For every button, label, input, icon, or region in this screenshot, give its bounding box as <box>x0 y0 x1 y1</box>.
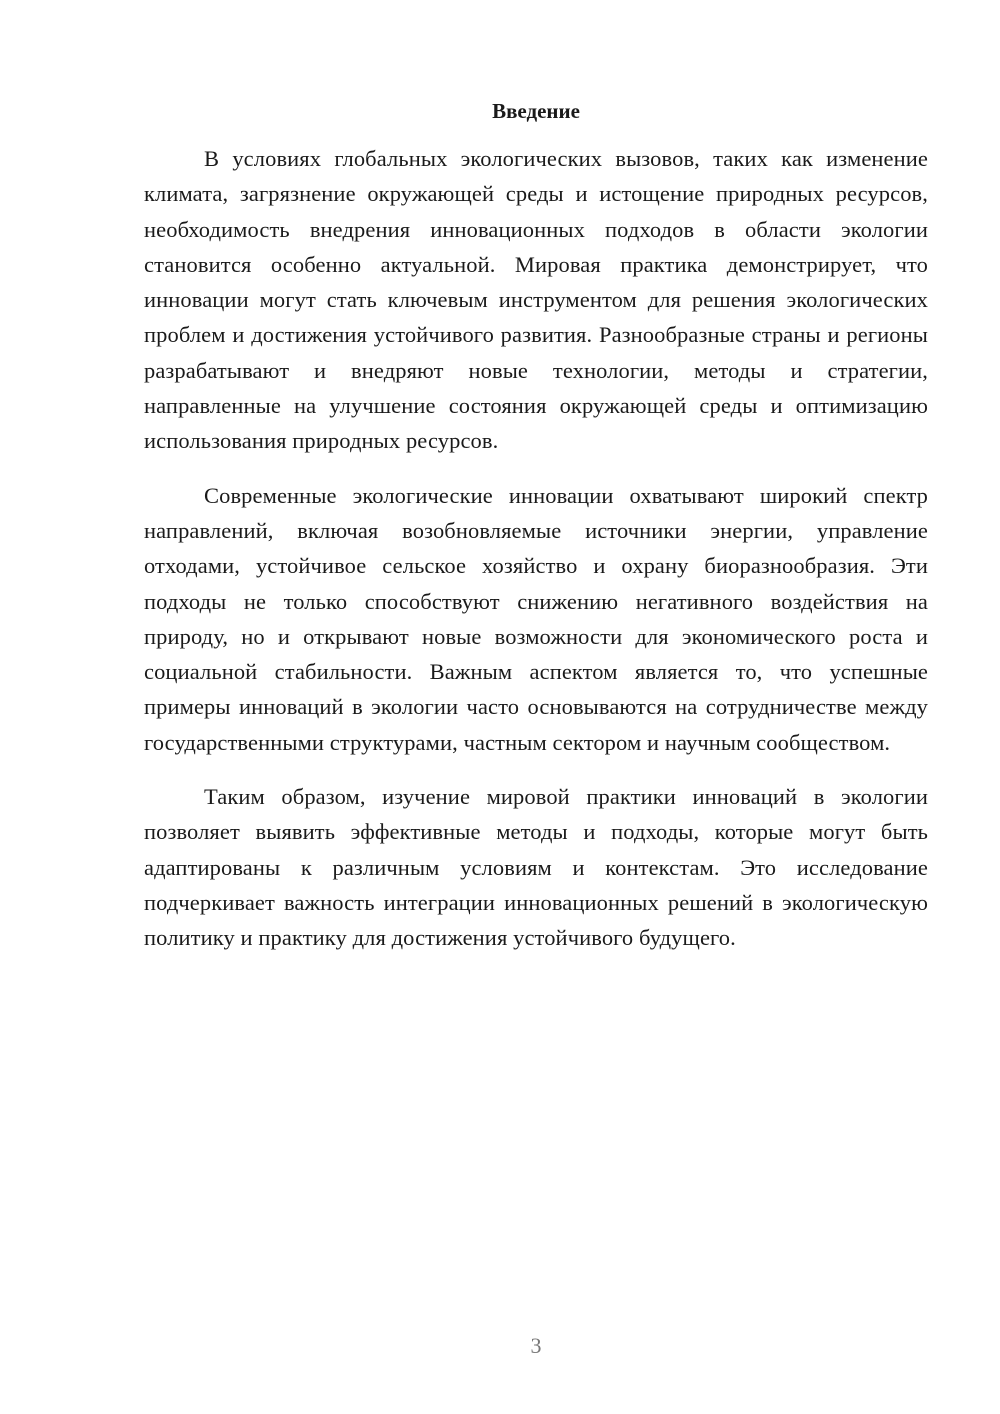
paragraph-2: Современные экологические инновации охватывают широкий спектр направлений, включая возобновляемые источники энергии, управление отходами, устойчивое сельское хозяйство и охрану биоразнообразия. Эти подходы не только способствуют снижению негативного воздействия на природу, но и открывают новые возможности для экономического роста и социальной стабильности. Важным аспектом является то, что успешные примеры инноваций в экологии часто основываются на сотрудничестве между государственными структурами, частным сектором и научным сообществом. <box>144 482 928 755</box>
section-title: Введение <box>492 99 580 123</box>
paragraph-1: В условиях глобальных экологических вызовов, таких как изменение климата, загрязнение окружающей среды и истощение природных ресурсов, необходимость внедрения инновационных подходов в области экологии становится особенно актуальной. Мировая практика демонстрирует, что инновации могут стать ключевым инструментом для решения экологических проблем и достижения устойчивого развития. Разнообразные страны и регионы разрабатывают и внедряют новые технологии, методы и стратегии, направленные на улучшение состояния окружающей среды и оптимизацию использования природных ресурсов. <box>144 146 928 454</box>
body-text <box>144 141 928 975</box>
page-number: 3 <box>530 1333 542 1358</box>
paragraph-3: Таким образом, изучение мировой практики инноваций в экологии позволяет выявить эффективные методы и подходы, которые могут быть адаптированы к различным условиям и контекстам. Это исследование подчеркивает важность интеграции инновационных решений в экологическую политику и практику для достижения устойчивого будущего. <box>144 784 928 951</box>
